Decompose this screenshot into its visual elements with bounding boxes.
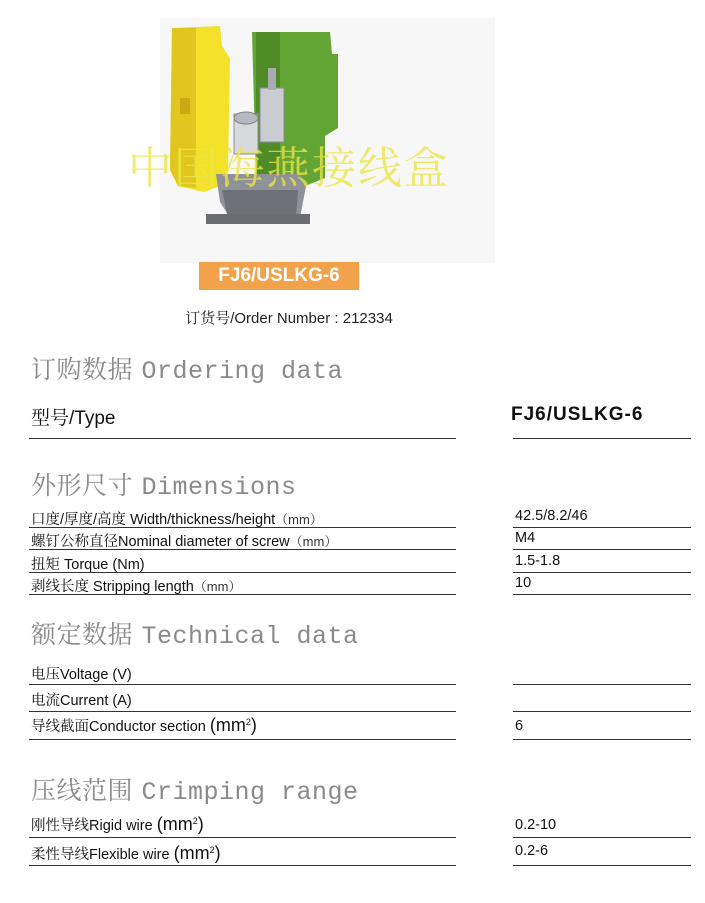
dimensions-title-en: Dimensions	[141, 473, 297, 502]
flexible-wire-value: 0.2-6	[515, 843, 549, 859]
type-divider-right	[513, 438, 691, 439]
row-divider	[513, 684, 691, 685]
row-divider	[29, 594, 456, 595]
row-divider	[513, 527, 691, 528]
row-divider	[513, 549, 691, 550]
row-divider	[29, 711, 456, 712]
flexible-wire-label: 柔性导线Flexible wire $(mm^2)$	[31, 843, 221, 863]
conductor-section-label: 导线截面Conductor section $(mm^2)$	[31, 715, 257, 735]
row-divider	[513, 572, 691, 573]
torque-label: 扭矩 Torque (Nm)	[31, 557, 145, 573]
stripping-length-value: 10	[515, 575, 532, 591]
screw-diameter-value: M4	[515, 530, 536, 546]
rigid-wire-label: 刚性导线Rigid wire $(mm^2)$	[31, 814, 204, 834]
row-divider	[513, 739, 691, 740]
dimensions-row-value: 42.5/8.2/46	[515, 508, 588, 524]
technical-title	[31, 615, 359, 651]
ordering-title-en: Ordering data	[141, 357, 344, 386]
row-divider	[29, 549, 456, 550]
row-divider	[29, 739, 456, 740]
current-label: 电流Current (A)	[31, 693, 132, 709]
torque-value: 1.5-1.8	[515, 553, 561, 569]
row-divider	[29, 527, 456, 528]
type-label: 型号/Type	[31, 408, 116, 429]
dimensions-title-cn: 外形尺寸	[31, 471, 134, 500]
row-divider	[29, 865, 456, 866]
technical-title-en: Technical data	[141, 622, 359, 651]
order-number: 订货号/Order Number : 212334	[185, 310, 393, 327]
rigid-wire-value: 0.2-10	[515, 817, 557, 833]
row-divider	[513, 837, 691, 838]
row-divider	[29, 572, 456, 573]
dimensions-row-label: 口度/厚度/高度 Width/thickness/height（mm）	[31, 512, 323, 528]
type-divider-left	[29, 438, 456, 439]
screw-diameter-label: 螺钉公称直径Nominal diameter of screw（mm）	[31, 534, 338, 550]
row-divider	[29, 837, 456, 838]
dimensions-title	[31, 466, 297, 502]
row-divider	[513, 594, 691, 595]
model-badge: FJ6/USLKG-6	[199, 262, 359, 290]
ordering-title	[31, 350, 343, 386]
ordering-title-cn: 订购数据	[31, 355, 134, 384]
crimping-title-cn: 压线范围	[31, 776, 134, 805]
watermark-text: 中国海燕接线盒	[128, 143, 450, 194]
technical-title-cn: 额定数据	[31, 620, 134, 649]
conductor-section-value: 6	[515, 718, 524, 734]
type-value: FJ6/USLKG-6	[511, 404, 644, 425]
crimping-title	[31, 771, 359, 807]
stripping-length-label: 剥线长度 Stripping length（mm）	[31, 579, 242, 595]
row-divider	[29, 684, 456, 685]
row-divider	[513, 865, 691, 866]
crimping-title-en: Crimping range	[141, 778, 359, 807]
voltage-label: 电压Voltage (V)	[31, 667, 132, 683]
row-divider	[513, 711, 691, 712]
